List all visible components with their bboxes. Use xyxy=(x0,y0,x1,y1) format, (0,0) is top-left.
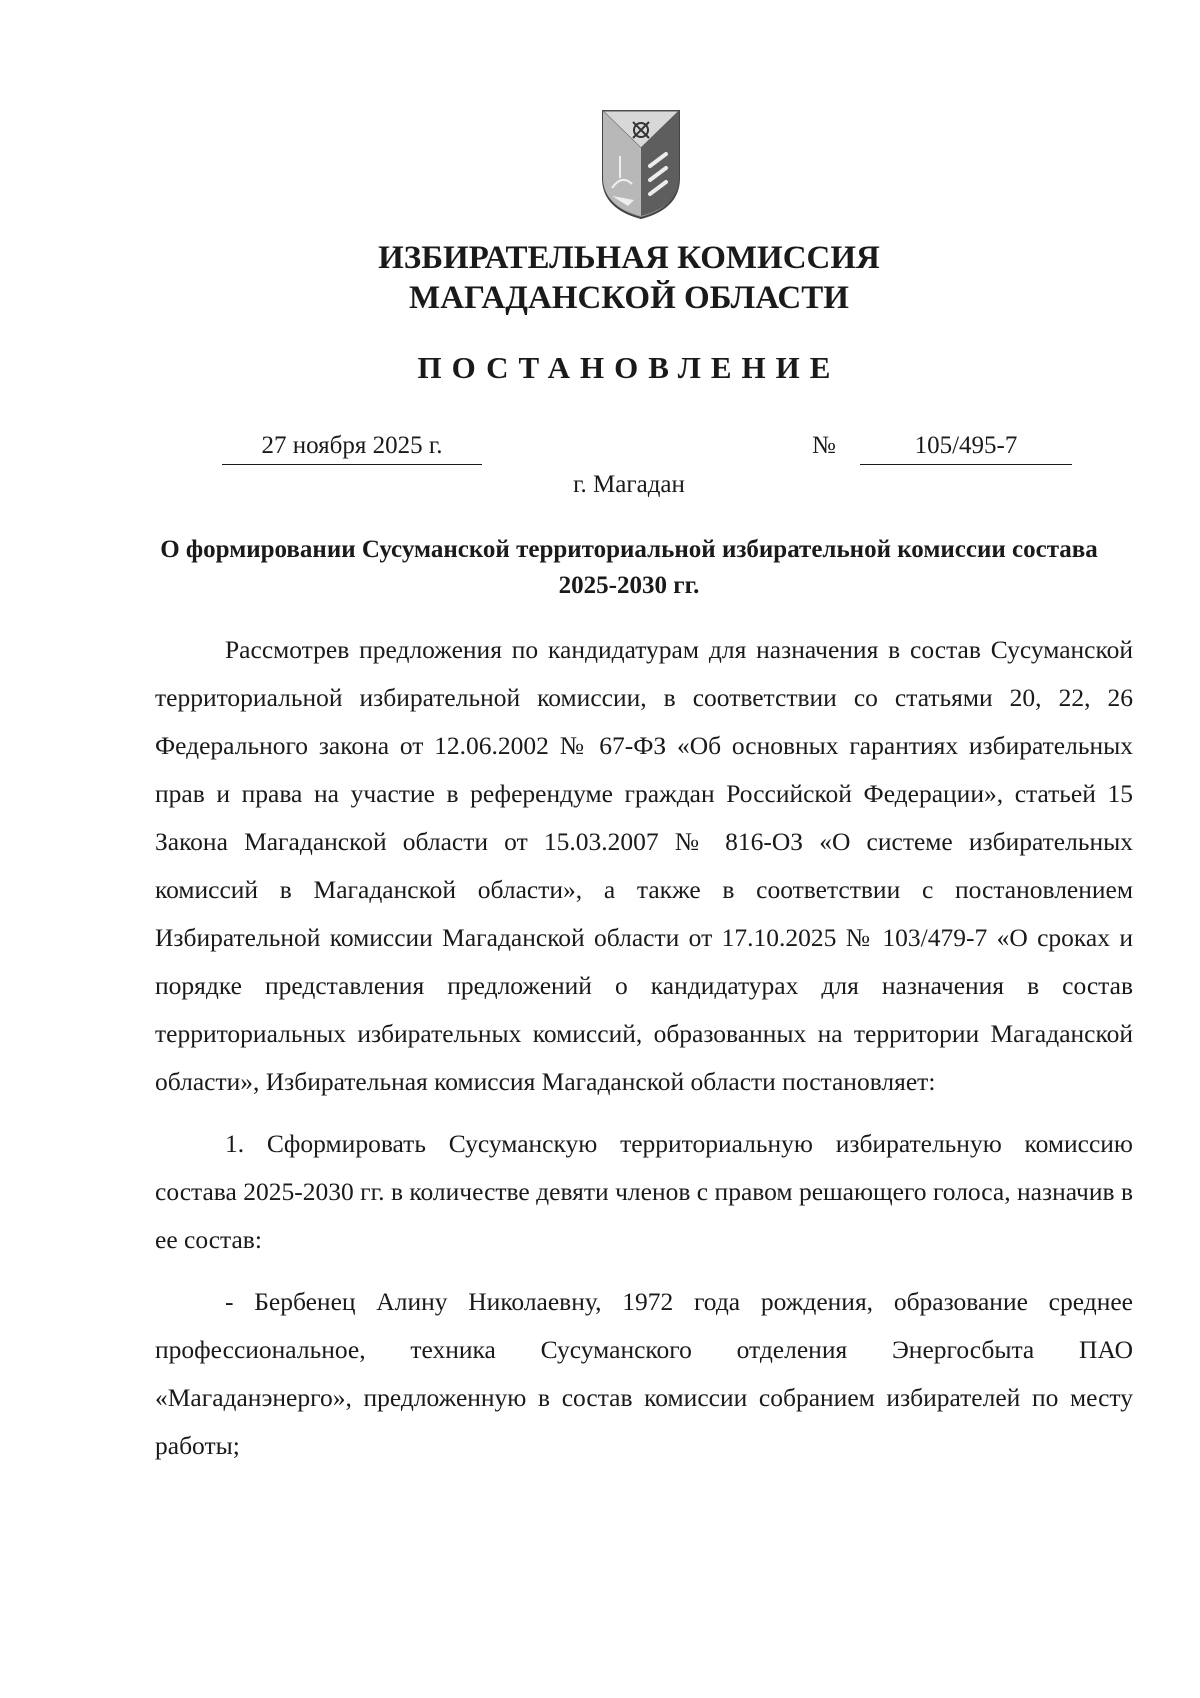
document-city: г. Магадан xyxy=(573,471,685,498)
organization-title-line-2: МАГАДАНСКОЙ ОБЛАСТИ xyxy=(409,280,849,316)
preamble-paragraph: Рассмотрев предложения по кандидатурам для назначения в состав Сусуманской территориальной избирательной комиссии, в соответствии со статьями 20, 22, 26 Федерального закона от 12.06.2002 № 67-ФЗ «Об основных гарантиях избирательных прав и права на участие в референдуме граждан Российской Федерации», статьей 15 Закона Магаданской области от 15.03.2007 № 816-ОЗ «О системе избирательных комиссий в Магаданской области», а также в соответствии с постановлением Избирательной комиссии Магаданской области от 17.10.2025 № 103/479-7 «О сроках и порядке представления предложений о кандидатурах для назначения в состав территориальных избирательных комиссий, образованных на территории Магаданской области», Избирательная комиссия Магаданской области постановляет: xyxy=(155,635,1133,1096)
number-sign: № xyxy=(812,432,836,459)
point-1-paragraph: 1. Сформировать Сусуманскую территориальную избирательную комиссию состава 2025-2030 гг. в количестве девяти членов с правом решающего голоса, назначив в ее состав: xyxy=(155,1129,1133,1254)
organization-title-line-1: ИЗБИРАТЕЛЬНАЯ КОМИССИЯ xyxy=(378,240,880,276)
document-date: 27 ноября 2025 г. xyxy=(222,428,482,465)
organization-title xyxy=(0,238,1200,318)
document-subject: О формировании Сусуманской территориальной избирательной комиссии состава 2025-2030 гг. xyxy=(160,536,1098,599)
document-number: 105/495-7 xyxy=(860,428,1072,465)
member-1-paragraph: - Бербенец Алину Николаевну, 1972 года рождения, образование среднее профессиональное, техника Сусуманского отделения Энергосбыта ПАО «Магаданэнерго», предложенную в состав комиссии собранием избирателей по месту работы; xyxy=(155,1287,1133,1460)
document-body xyxy=(155,626,1133,1470)
document-type: ПОСТАНОВЛЕНИЕ xyxy=(417,350,841,385)
document-number-block xyxy=(812,428,1072,464)
coat-of-arms-icon xyxy=(600,108,682,220)
